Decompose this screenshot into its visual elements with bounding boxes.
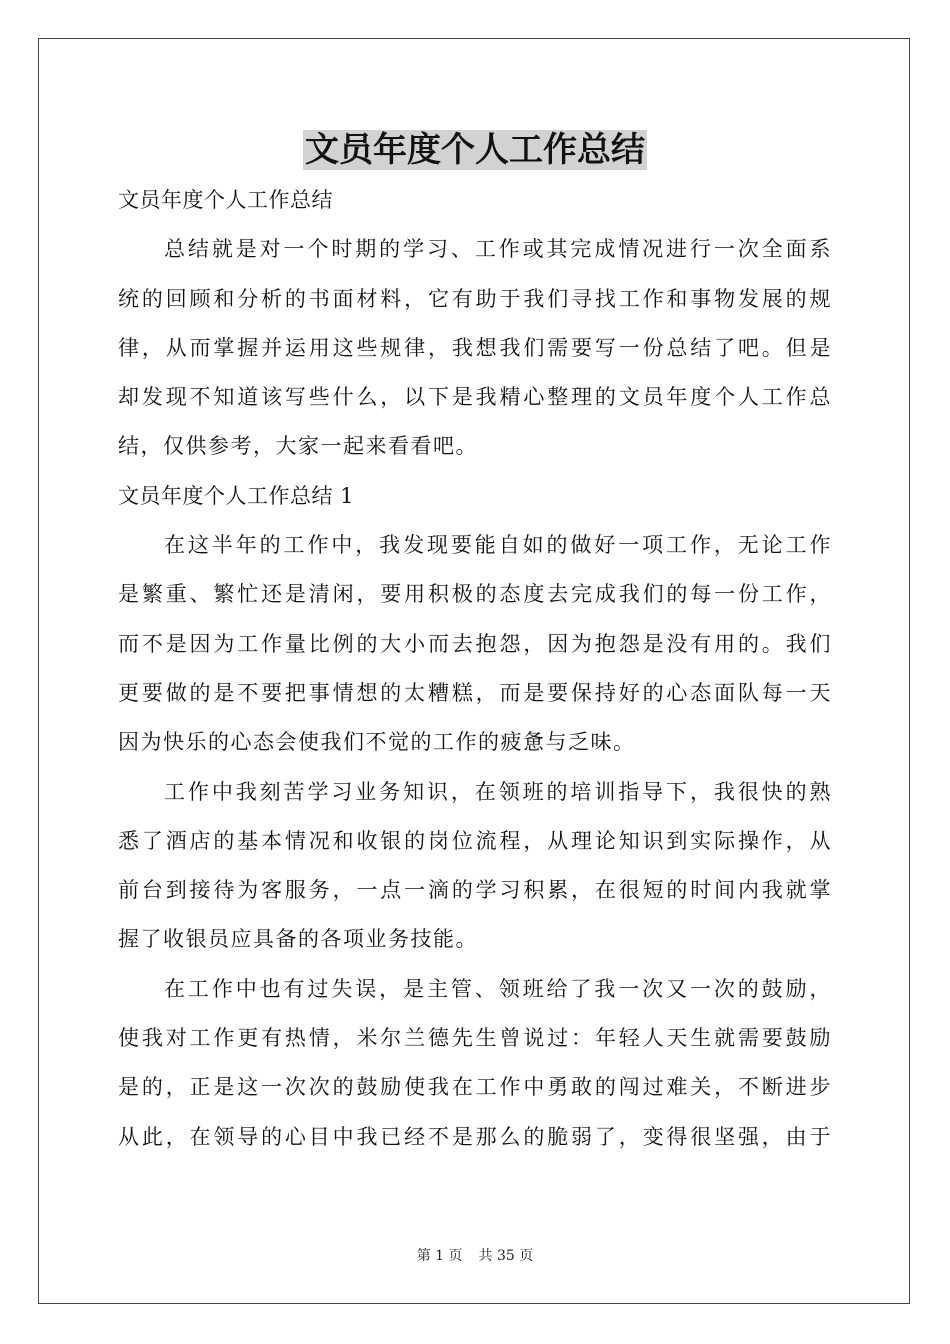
- paragraph-line: 悉了酒店的基本情况和收银的岗位流程，从理论知识到实际操作，从: [118, 828, 832, 853]
- document-title: [0, 127, 950, 173]
- paragraph-line: 因为快乐的心态会使我们不觉的工作的疲惫与乏味。: [118, 730, 636, 755]
- paragraph-line: 结，仅供参考，大家一起来看看吧。: [118, 434, 478, 459]
- paragraph-line: 统的回顾和分析的书面材料，它有助于我们寻找工作和事物发展的规: [118, 286, 832, 311]
- paragraph-line: 律，从而掌握并运用这些规律，我想我们需要写一份总结了吧。但是: [118, 335, 832, 360]
- paragraph-line: 握了收银员应具备的各项业务技能。: [118, 927, 478, 952]
- paragraph-line: 从此，在领导的心目中我已经不是那么的脆弱了，变得很坚强，由于: [118, 1124, 832, 1149]
- paragraph-line: 是的，正是这一次次的鼓励使我在工作中勇敢的闯过难关，不断进步: [118, 1075, 832, 1100]
- paragraph-line: 更要做的是不要把事情想的太糟糕，而是要保持好的心态面队每一天: [118, 680, 832, 705]
- section-heading: 文员年度个人工作总结: [118, 188, 333, 212]
- paragraph-line: 使我对工作更有热情，米尔兰德先生曾说过：年轻人天生就需要鼓励: [118, 1026, 832, 1051]
- paragraph-line: 却发现不知道该写些什么，以下是我精心整理的文员年度个人工作总: [118, 385, 832, 410]
- document-title-text: 文员年度个人工作总结: [305, 130, 645, 170]
- paragraph-line: 前台到接待为客服务，一点一滴的学习积累，在很短的时间内我就掌: [118, 878, 832, 903]
- paragraph-line: 总结就是对一个时期的学习、工作或其完成情况进行一次全面系: [164, 237, 832, 262]
- page-number: 第 1 页: [416, 1248, 463, 1264]
- document-body: [118, 176, 832, 1162]
- paragraph-line: 而不是因为工作量比例的大小而去抱怨，因为抱怨是没有用的。我们: [118, 631, 832, 656]
- page-footer: [0, 1246, 950, 1266]
- paragraph-line: 工作中我刻苦学习业务知识，在领班的培训指导下，我很快的熟: [164, 779, 832, 804]
- section-heading: 文员年度个人工作总结 1: [118, 483, 355, 508]
- paragraph-line: 在这半年的工作中，我发现要能自如的做好一项工作，无论工作: [164, 533, 832, 558]
- paragraph-line: 是繁重、繁忙还是清闲，要用积极的态度去完成我们的每一份工作，: [118, 582, 832, 607]
- page-total: 共 35 页: [478, 1248, 534, 1264]
- paragraph-line: 在工作中也有过失误，是主管、领班给了我一次又一次的鼓励，: [164, 976, 832, 1001]
